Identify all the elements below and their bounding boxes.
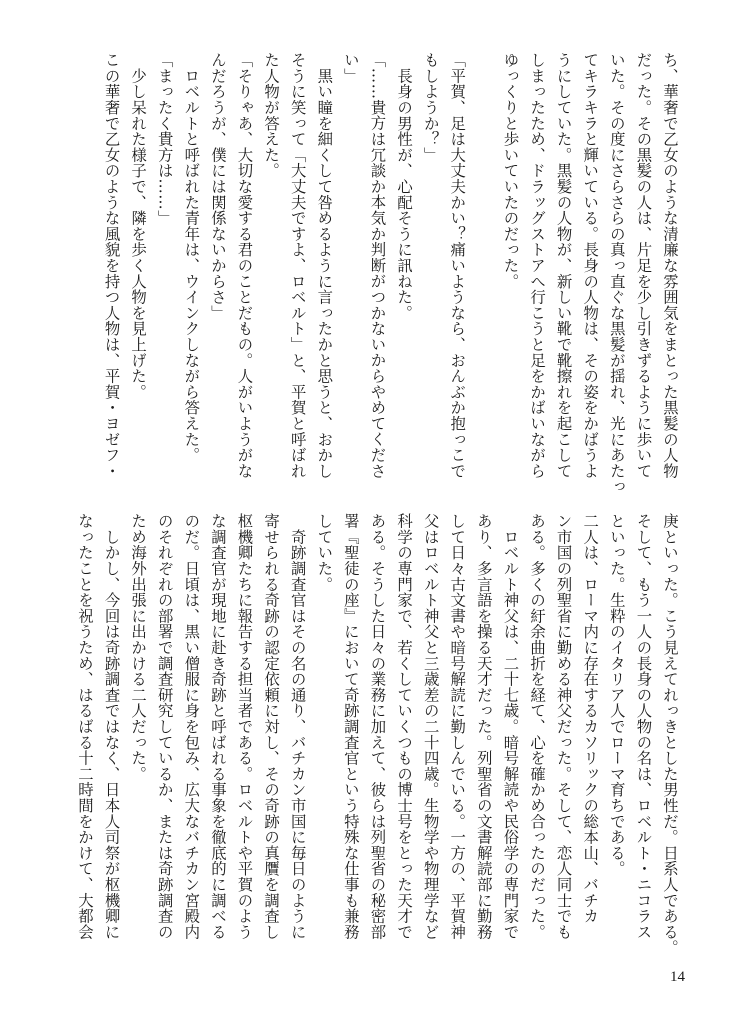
text-line: あり、多言語を操る天才だった。列聖省の文書解読部に勤務 bbox=[474, 513, 493, 940]
text-line: いた。その度にさらさらの真っ直ぐな黒髪が揺れ、光にあたっ bbox=[607, 52, 626, 495]
lower-text-block bbox=[71, 513, 683, 956]
paragraph-gap bbox=[470, 52, 497, 472]
text-line: して日々古文書や暗号解読に勤しんでいる。一方の、平賀神 bbox=[448, 513, 467, 940]
text-line: ロベルトと呼ばれた青年は、ウインクしながら答えた。 bbox=[182, 52, 201, 463]
text-line: この華奢で乙女のような風貌を持つ人物は、平賀・ヨゼフ・ bbox=[102, 52, 121, 479]
text-line: 長身の男性が、心配そうに訊ねた。 bbox=[395, 52, 414, 321]
text-line: てキラキラと輝いている。長身の人物は、その姿をかばうよ bbox=[581, 52, 600, 479]
text-line: しかし、今回は奇跡調査ではなく、日本人司祭が枢機卿に bbox=[102, 513, 121, 940]
text-line: ゆっくりと歩いていたのだった。 bbox=[501, 52, 520, 289]
text-line: ある。そうした日々の業務に加えて、彼らは列聖省の秘密部 bbox=[368, 513, 387, 940]
text-line: していた。 bbox=[315, 513, 334, 592]
text-line: 科学の専門家で、若くしていくつもの博士号をとった天才で bbox=[395, 513, 414, 940]
text-line: な調査官が現地に赴き奇跡と呼ばれる事象を徹底的に調べる bbox=[208, 513, 227, 940]
text-line: うにしていた。黒髪の人物が、新しい靴で靴擦れを起こして bbox=[554, 52, 573, 479]
text-line: 庚といった。こう見えてれっきとした男性だ。日系人である。 bbox=[661, 513, 679, 956]
text-line: のそれぞれの部署で調査研究しているか、または奇跡調査の bbox=[155, 513, 174, 940]
text-line: だった。その黒髪の人は、片足を少し引きずるように歩いて bbox=[634, 52, 653, 479]
text-line: 黒い瞳を細くして咎めるように言ったかと思うと、おかし bbox=[315, 52, 334, 479]
text-line: ロベルト神父は、二十七歳。暗号解読や民俗学の専門家で bbox=[501, 513, 520, 940]
text-line: そうに笑って「大丈夫ですよ、ロベルト」と、平賀と呼ばれ bbox=[288, 52, 307, 479]
text-line: 枢機卿たちに報告する担当者である。ロベルトや平賀のよう bbox=[235, 513, 254, 940]
text-line: た人物が答えた。 bbox=[262, 52, 281, 179]
text-line: のだ。日頃は、黒い僧服に身を包み、広大なバチカン宮殿内 bbox=[182, 513, 201, 940]
text-line: ち、華奢で乙女のような清廉な雰囲気をまとった黒髪の人物 bbox=[661, 52, 679, 479]
text-line: といった。生粋のイタリア人でローマ育ちである。 bbox=[607, 513, 626, 877]
text-line: ため海外出張に出かける二人だった。 bbox=[129, 513, 148, 782]
text-line: ン市国の列聖省に勤める神父だった。そして、恋人同士でも bbox=[554, 513, 573, 940]
text-line: 寄せられる奇跡の認定依頼に対し、その奇跡の真贋を調査し bbox=[262, 513, 281, 940]
text-line: 奇跡調査官はその名の通り、バチカン市国に毎日のように bbox=[288, 513, 307, 940]
text-line: ある。多くの紆余曲折を経て、心を確かめ合ったのだった。 bbox=[528, 513, 547, 940]
text-line: んだろうが、僕には関係ないからさ」 bbox=[208, 52, 227, 321]
text-line: 「……貴方は冗談か本気か判断がつかないからやめてくださ bbox=[368, 52, 387, 479]
text-line: 「そりゃあ、大切な愛する君のことだもの。人がいようがな bbox=[235, 52, 254, 479]
text-line: しまったため、ドラッグストアへ行こうと足をかばいながら bbox=[528, 52, 547, 479]
text-line: なったことを祝うため、はるばる十二時間をかけて、大都会 bbox=[75, 513, 94, 940]
upper-text-block bbox=[98, 52, 683, 495]
text-line: 「まったく貴方は……」 bbox=[155, 52, 174, 226]
text-line: 二人は、ローマ内に存在するカソリックの総本山、バチカ bbox=[581, 513, 600, 924]
text-line: い」 bbox=[341, 52, 360, 84]
text-line: 父はロベルト神父と三歳差の二十四歳。生物学や物理学など bbox=[421, 513, 440, 940]
page-number: 14 bbox=[670, 969, 685, 985]
text-line: 「平賀、足は大丈夫かい？痛いようなら、おんぶか抱っこで bbox=[448, 52, 467, 479]
text-line: 少し呆れた様子で、隣を歩く人物を見上げた。 bbox=[129, 52, 148, 400]
text-line: 署『聖徒の座』において奇跡調査官という特殊な仕事も兼務 bbox=[341, 513, 360, 940]
text-line: もしようか？」 bbox=[421, 52, 440, 163]
text-line: そして、もう一人の長身の人物の名は、ロベルト・ニコラス bbox=[634, 513, 653, 940]
